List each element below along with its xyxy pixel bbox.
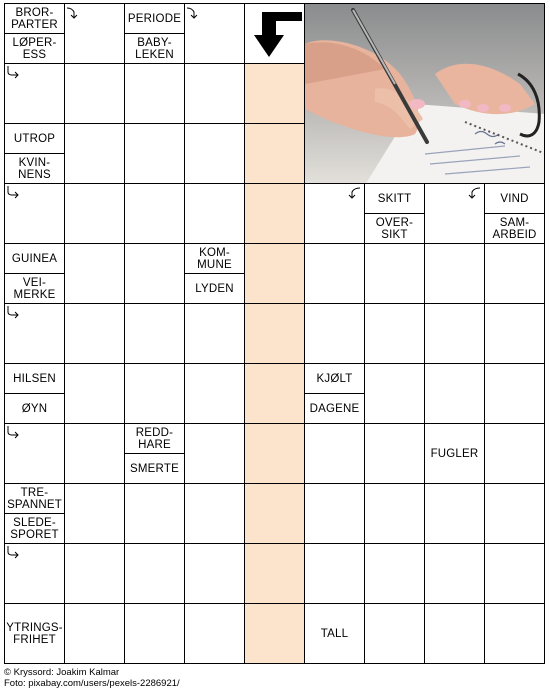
answer-cell[interactable] [64,363,125,424]
clue-c6: KVIN- NENS [4,153,65,184]
answer-cell[interactable] [124,603,185,664]
answer-cell[interactable] [64,303,125,364]
answer-cell[interactable] [364,603,425,664]
answer-cell[interactable] [484,303,545,364]
answer-cell[interactable] [304,303,365,364]
answer-cell[interactable] [184,543,245,604]
answer-cell[interactable] [124,483,185,544]
solution-cell[interactable] [244,603,305,664]
answer-cell[interactable] [124,183,185,244]
answer-cell[interactable] [364,483,425,544]
answer-cell[interactable] [64,183,125,244]
clue-c9: VIND [484,183,545,214]
answer-cell[interactable] [484,543,545,604]
answer-cell[interactable] [484,603,545,664]
clue-c19: REDD- HARE [124,423,185,454]
answer-cell[interactable] [124,243,185,304]
bent-arrow-icon [347,186,361,200]
answer-cell[interactable] [184,63,245,124]
answer-cell[interactable] [124,363,185,424]
answer-cell[interactable] [304,423,365,484]
answer-cell[interactable] [424,603,485,664]
answer-cell[interactable] [364,303,425,364]
answer-cell[interactable] [124,303,185,364]
answer-cell[interactable] [184,303,245,364]
answer-cell[interactable] [364,363,425,424]
answer-cell[interactable] [304,543,365,604]
answer-cell[interactable] [424,543,485,604]
answer-cell[interactable] [484,483,545,544]
clue-c1: BROR- PARTER [4,3,65,34]
clue-c23: SLEDE- SPORET [4,513,65,544]
clue-c5: UTROP [4,123,65,154]
answer-cell[interactable] [484,363,545,424]
clue-c2: LØPER- ESS [4,33,65,64]
clue-c16: ØYN [4,393,65,424]
solution-cell[interactable] [244,363,305,424]
clue-c12: VEI- MERKE [4,273,65,304]
bent-arrow-icon [467,186,481,200]
solution-cell[interactable] [244,243,305,304]
clue-c4: BABY- LEKEN [124,33,185,64]
clue-c13: KOM- MUNE [184,243,245,274]
clue-c21: FUGLER [424,423,485,484]
thick-down-arrow-icon [246,9,304,61]
photo-credit: Foto: pixabay.com/users/pexels-2286921/ [4,678,180,689]
clue-photo [304,3,545,184]
solution-cell[interactable] [244,183,305,244]
clue-c18: DAGENE [304,393,365,424]
clue-c15: HILSEN [4,363,65,394]
bent-arrow-icon [6,545,20,559]
bent-arrow-icon [6,305,20,319]
clue-c17: KJØLT [304,363,365,394]
solution-cell[interactable] [244,303,305,364]
answer-cell[interactable] [64,63,125,124]
answer-cell[interactable] [124,123,185,184]
answer-cell[interactable] [184,363,245,424]
author-credit: © Kryssord: Joakim Kalmar [4,667,120,678]
answer-cell[interactable] [484,243,545,304]
answer-cell[interactable] [424,243,485,304]
bent-arrow-icon [6,425,20,439]
clue-c20: SMERTE [124,453,185,484]
clue-c7: SKITT [364,183,425,214]
clue-c14: LYDEN [184,273,245,304]
answer-cell[interactable] [484,423,545,484]
bent-arrow-icon [6,185,20,199]
answer-cell[interactable] [364,423,425,484]
solution-cell[interactable] [244,483,305,544]
answer-cell[interactable] [304,243,365,304]
clue-c25: TALL [304,603,365,664]
clue-c10: SAM- ARBEID [484,213,545,244]
answer-cell[interactable] [184,483,245,544]
answer-cell[interactable] [184,603,245,664]
hand-writing-photo [305,4,545,184]
clue-c22: TRE- SPANNET [4,483,65,514]
clue-c8: OVER- SIKT [364,213,425,244]
answer-cell[interactable] [64,243,125,304]
solution-cell[interactable] [244,423,305,484]
answer-cell[interactable] [364,243,425,304]
bent-arrow-icon [66,6,80,20]
answer-cell[interactable] [64,123,125,184]
solution-cell[interactable] [244,63,305,124]
answer-cell[interactable] [64,543,125,604]
answer-cell[interactable] [304,483,365,544]
answer-cell[interactable] [64,423,125,484]
solution-cell[interactable] [244,543,305,604]
answer-cell[interactable] [64,603,125,664]
bent-arrow-icon [186,6,200,20]
clue-c24: YTRINGS- FRIHET [4,603,65,664]
clue-c11: GUINEA [4,243,65,274]
answer-cell[interactable] [184,183,245,244]
crossword-grid [4,3,545,664]
answer-cell[interactable] [64,483,125,544]
answer-cell[interactable] [424,363,485,424]
bent-arrow-icon [6,65,20,79]
answer-cell[interactable] [364,543,425,604]
solution-cell[interactable] [244,123,305,184]
clue-c3: PERIODE [124,3,185,34]
answer-cell[interactable] [184,123,245,184]
answer-cell[interactable] [424,483,485,544]
answer-cell[interactable] [184,423,245,484]
answer-cell[interactable] [424,303,485,364]
answer-cell[interactable] [124,543,185,604]
answer-cell[interactable] [124,63,185,124]
